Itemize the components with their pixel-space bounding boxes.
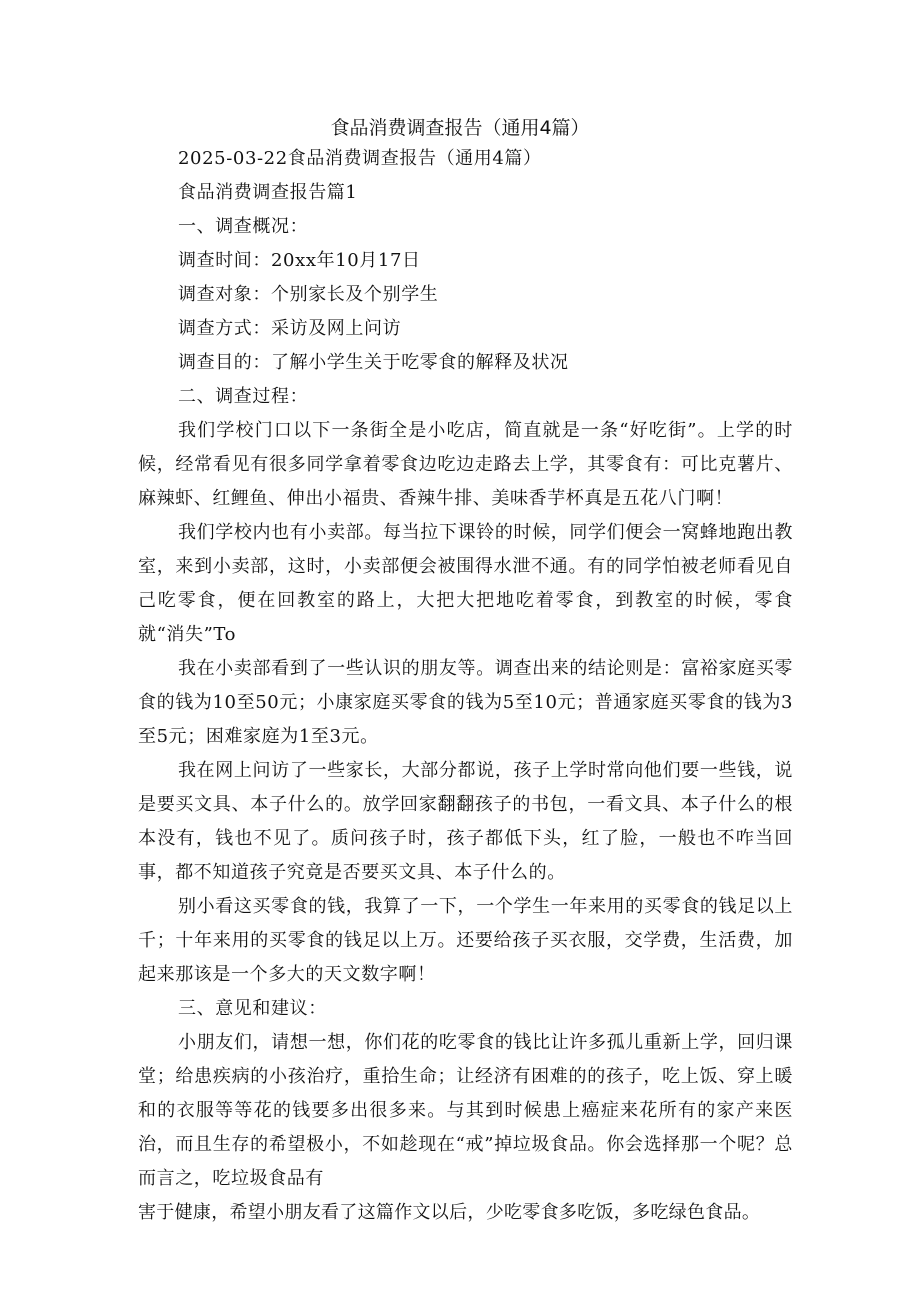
document-title: 食品消费调查报告（通用4篇） bbox=[330, 117, 590, 139]
survey-object: 调查对象：个别家长及个别学生 bbox=[178, 284, 439, 305]
paragraph: 我们学校门口以下一条街全是小吃店，简直就是一条“好吃街”。上学的时候，经常看见有很多同学拿着零食边吃边走路去上学，其零食有：可比克薯片、麻辣虾、红鲤鱼、伸出小福贵、香辣牛排、美味香芋杯真是五花八门啊！ bbox=[138, 420, 793, 509]
final-line: 害于健康，希望小朋友看了这篇作文以后，少吃零食多吃饭，多吃绿色食品。 bbox=[138, 1202, 761, 1223]
heading-survey-overview: 一、调查概况： bbox=[178, 216, 309, 237]
paragraph: 我在小卖部看到了一些认识的朋友等。调查出来的结论则是：富裕家庭买零食的钱为10至50元；小康家庭买零食的钱为5至10元；普通家庭买零食的钱为3至5元；困难家庭为1至3元。 bbox=[138, 658, 793, 747]
date-line: 2025-03-22食品消费调查报告（通用4篇） bbox=[178, 148, 542, 169]
paragraph: 我们学校内也有小卖部。每当拉下课铃的时候，同学们便会一窝蜂地跑出教室，来到小卖部，这时，小卖部便会被围得水泄不通。有的同学怕被老师看见自己吃零食，便在回教室的路上，大把大把地吃着零食，到教室的时候，零食就“消失”To bbox=[138, 522, 793, 645]
survey-time: 调查时间：20xx年10月17日 bbox=[178, 250, 421, 271]
section-title: 食品消费调查报告篇1 bbox=[178, 182, 358, 203]
survey-purpose: 调查目的：了解小学生关于吃零食的解释及状况 bbox=[178, 352, 569, 373]
survey-method: 调查方式：采访及网上问访 bbox=[178, 318, 402, 339]
heading-suggestions: 三、意见和建议： bbox=[178, 998, 327, 1019]
document-body bbox=[138, 142, 793, 1230]
paragraph: 我在网上问访了一些家长，大部分都说，孩子上学时常向他们要一些钱，说是要买文具、本子什么的。放学回家翻翻孩子的书包，一看文具、本子什么的根本没有，钱也不见了。质问孩子时，孩子都低下头，红了脸，一般也不咋当回事，都不知道孩子究竟是否要买文具、本子什么的。 bbox=[138, 760, 793, 883]
suggestion-paragraph: 小朋友们，请想一想，你们花的吃零食的钱比让许多孤儿重新上学，回归课堂；给患疾病的小孩治疗，重拾生命；让经济有困难的的孩子，吃上饭、穿上暖和的衣服等等花的钱要多出很多来。与其到时候患上癌症来花所有的家产来医治，而且生存的希望极小，不如趁现在“戒”掉垃圾食品。你会选择那一个呢？总而言之，吃垃圾食品有 bbox=[138, 1032, 793, 1189]
paragraph: 别小看这买零食的钱，我算了一下，一个学生一年来用的买零食的钱足以上千；十年来用的买零食的钱足以上万。还要给孩子买衣服，交学费，生活费，加起来那该是一个多大的天文数字啊！ bbox=[138, 896, 793, 985]
heading-survey-process: 二、调查过程： bbox=[178, 386, 309, 407]
